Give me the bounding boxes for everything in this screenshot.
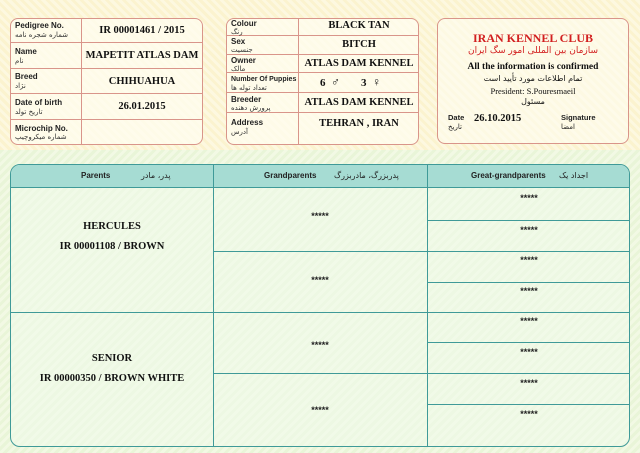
puppies-female-count: 3	[361, 77, 367, 89]
grandparent-1: *****	[311, 211, 329, 221]
grandparent-4: *****	[311, 405, 329, 415]
col-great-header: Great-grandparents	[471, 171, 546, 180]
confirm-text-fa: تمام اطلاعات مورد تأیید است	[483, 74, 583, 83]
kennel-club-box	[437, 18, 629, 144]
microchip-label-fa: شماره میکروچیپ	[15, 133, 67, 141]
colour-label-fa: رنگ	[231, 28, 243, 36]
dog-detail-box	[226, 18, 419, 145]
sex-label: Sex	[231, 37, 246, 46]
signature-label: Signature	[561, 113, 596, 122]
col-grandparents-header-fa: پدربزرگ، مادربزرگ	[334, 171, 399, 180]
dam-registration: IR 00000350 / BROWN WHITE	[39, 373, 185, 384]
puppies-label-fa: تعداد توله ها	[231, 84, 267, 92]
sire-name: HERCULES	[83, 221, 141, 232]
dam-name: SENIOR	[91, 353, 133, 364]
address-row	[227, 113, 418, 145]
great-grandparent-5: *****	[520, 316, 538, 326]
owner-label-fa: مالک	[231, 65, 246, 73]
name-label: Name	[15, 47, 37, 56]
col-grandparents-header: Grandparents	[264, 171, 317, 180]
dog-info-box	[10, 18, 203, 145]
kennel-club-title: IRAN KENNEL CLUB	[472, 31, 594, 45]
date-label: Date	[448, 113, 465, 122]
dob-label: Date of birth	[15, 98, 63, 107]
colour-label: Colour	[231, 19, 257, 28]
puppies-label: Number Of Puppies	[231, 76, 297, 83]
male-symbol-icon: ♂	[331, 75, 340, 89]
grandparent-2: *****	[311, 275, 329, 285]
confirm-text: All the information is confirmed	[467, 62, 599, 72]
breed-row	[11, 69, 202, 94]
pedigree-label: Pedigree No.	[15, 21, 64, 30]
female-symbol-icon: ♀	[372, 75, 381, 89]
col-parents-header: Parents	[81, 171, 111, 180]
puppies-male-count: 6	[320, 77, 326, 89]
sire-registration: IR 00001108 / BROWN	[59, 241, 165, 252]
breeder-label-fa: پرورش دهنده	[231, 104, 271, 112]
owner-label: Owner	[231, 56, 256, 65]
breeder-row	[227, 93, 418, 113]
date-label-fa: تاریخ	[448, 123, 462, 131]
microchip-row	[11, 120, 202, 145]
sex-row	[227, 36, 418, 55]
great-grandparent-3: *****	[520, 255, 538, 265]
name-label-fa: نام	[15, 57, 24, 65]
great-grandparent-8: *****	[520, 409, 538, 419]
president-text: President: S.Pouresmaeil	[490, 86, 576, 96]
microchip-label: Microchip No.	[15, 124, 68, 133]
col-great-header-fa: اجداد یک	[559, 171, 589, 180]
breed-label: Breed	[15, 72, 38, 81]
puppies-row	[227, 73, 418, 93]
great-grandparent-4: *****	[520, 286, 538, 296]
kennel-club-title-fa: سازمان بین المللی امور سگ ایران	[467, 46, 599, 56]
pedigree-value: IR 00001461 / 2015	[99, 25, 185, 36]
colour-value: BLACK TAN	[328, 20, 390, 31]
pedigree-label-fa: شماره شجره نامه	[15, 31, 69, 39]
address-label: Address	[231, 118, 264, 127]
pedigree-row	[11, 19, 202, 43]
breed-value: CHIHUAHUA	[108, 76, 176, 87]
dob-row	[11, 94, 202, 120]
dob-value: 26.01.2015	[118, 101, 166, 112]
address-label-fa: آدرس	[231, 128, 248, 136]
name-value: MAPETIT ATLAS DAM	[85, 50, 199, 61]
signature-label-fa: امضا	[561, 123, 575, 131]
president-text-fa: مسئول	[521, 97, 545, 106]
breeder-label: Breeder	[231, 95, 262, 104]
pedigree-header	[11, 165, 629, 188]
owner-value: ATLAS DAM KENNEL	[304, 58, 414, 69]
col-parents-header-fa: پدر، مادر	[141, 171, 171, 180]
owner-row	[227, 55, 418, 73]
great-grandparent-6: *****	[520, 347, 538, 357]
date-value: 26.10.2015	[474, 113, 522, 124]
name-row	[11, 43, 202, 69]
great-grandparent-2: *****	[520, 225, 538, 235]
great-grandparent-1: *****	[520, 193, 538, 203]
grandparent-3: *****	[311, 340, 329, 350]
breeder-value: ATLAS DAM KENNEL	[304, 97, 414, 108]
colour-row	[227, 19, 418, 36]
sex-value: BITCH	[342, 39, 376, 50]
great-grandparent-7: *****	[520, 378, 538, 388]
pedigree-table	[10, 164, 630, 447]
sex-label-fa: جنسیت	[231, 46, 253, 54]
breed-label-fa: نژاد	[15, 82, 26, 90]
address-value: TEHRAN , IRAN	[319, 118, 399, 129]
dob-label-fa: تاریخ تولد	[15, 108, 43, 116]
